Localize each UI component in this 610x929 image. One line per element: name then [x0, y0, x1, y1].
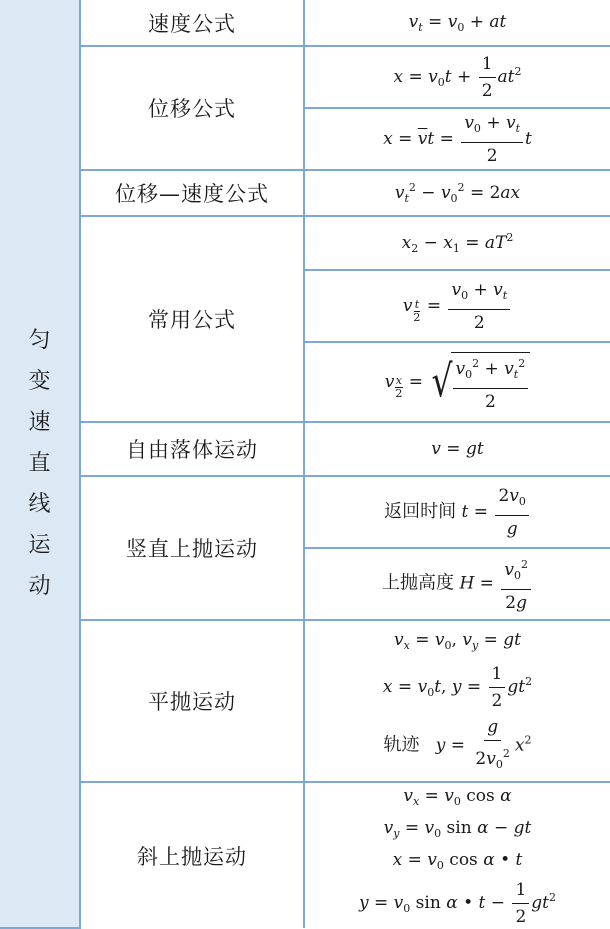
formula-displacement-1: $x = v_0t$ + $\frac{1}{2}$ $at^2$ — [304, 46, 610, 108]
side-label-char: 变 — [28, 369, 51, 394]
side-label-char: 速 — [28, 410, 51, 435]
formula-common-1: $x_2 - x_1 = aT^2$ — [304, 216, 610, 270]
formula-displacement-speed: $v_t^2 - v_0^2 = 2ax$ — [304, 170, 610, 216]
label-trajectory: 轨迹 — [383, 734, 420, 755]
formula-common-2: v $_{\frac{t}{2}}$ = $\frac{v_0 + v_t}{2}$ — [304, 270, 610, 342]
side-label-cell — [0, 0, 80, 928]
row-name-oblique-throw: 斜上抛运动 — [80, 782, 304, 928]
label-return-time: 返回时间 — [384, 500, 457, 522]
formula-displacement-2: $x = \overline{v}t$ = $\frac{v_0 + v_t}{2}$ t — [304, 108, 610, 170]
row-name-displacement-speed: 位移—速度公式 — [80, 170, 304, 216]
row-name-free-fall: 自由落体运动 — [80, 422, 304, 476]
formula-common-3: v $_{\frac{x}{2}}$ = √ $\frac{v_0^2 + v_t^2}{2}$ — [304, 342, 610, 422]
row-name-common: 常用公式 — [80, 216, 304, 422]
formula-speed: $v_t = v_0$ + at — [304, 0, 610, 46]
side-label-char: 匀 — [28, 328, 51, 353]
row-name-displacement: 位移公式 — [80, 46, 304, 170]
side-label — [28, 320, 52, 607]
label-throw-height: 上抛高度 — [382, 572, 455, 594]
side-label-char: 线 — [28, 492, 51, 517]
side-label-char: 直 — [28, 451, 51, 476]
side-label-char: 运 — [28, 533, 51, 558]
formula-oblique-throw: $v_x = v_0$ cos α $v_y = v_0$ sin α − gt $x = v_0$ cos α • t $y = v_0$ sin α • t − $\frac{1}{2}$ $gt^2$ — [304, 782, 610, 928]
formula-free-fall: v = gt — [304, 422, 610, 476]
formula-return-time: 返回时间 t = $\frac{2v_0}{g}$ — [304, 476, 610, 548]
row-name-vertical-throw: 竖直上抛运动 — [80, 476, 304, 620]
formula-throw-height: 上抛高度 H = $\frac{v_0^2}{2g}$ — [304, 548, 610, 620]
row-name-horizontal-throw: 平抛运动 — [80, 620, 304, 782]
formula-horizontal-throw: $v_x = v_0$, $v_y$ = gt $x = v_0t$, y = $\frac{1}{2}$ $gt^2$ 轨迹 y = $\frac{g}{2v_0^2}$ $x^2$ — [304, 620, 610, 782]
row-name-speed: 速度公式 — [80, 0, 304, 46]
side-label-char: 动 — [28, 574, 51, 599]
